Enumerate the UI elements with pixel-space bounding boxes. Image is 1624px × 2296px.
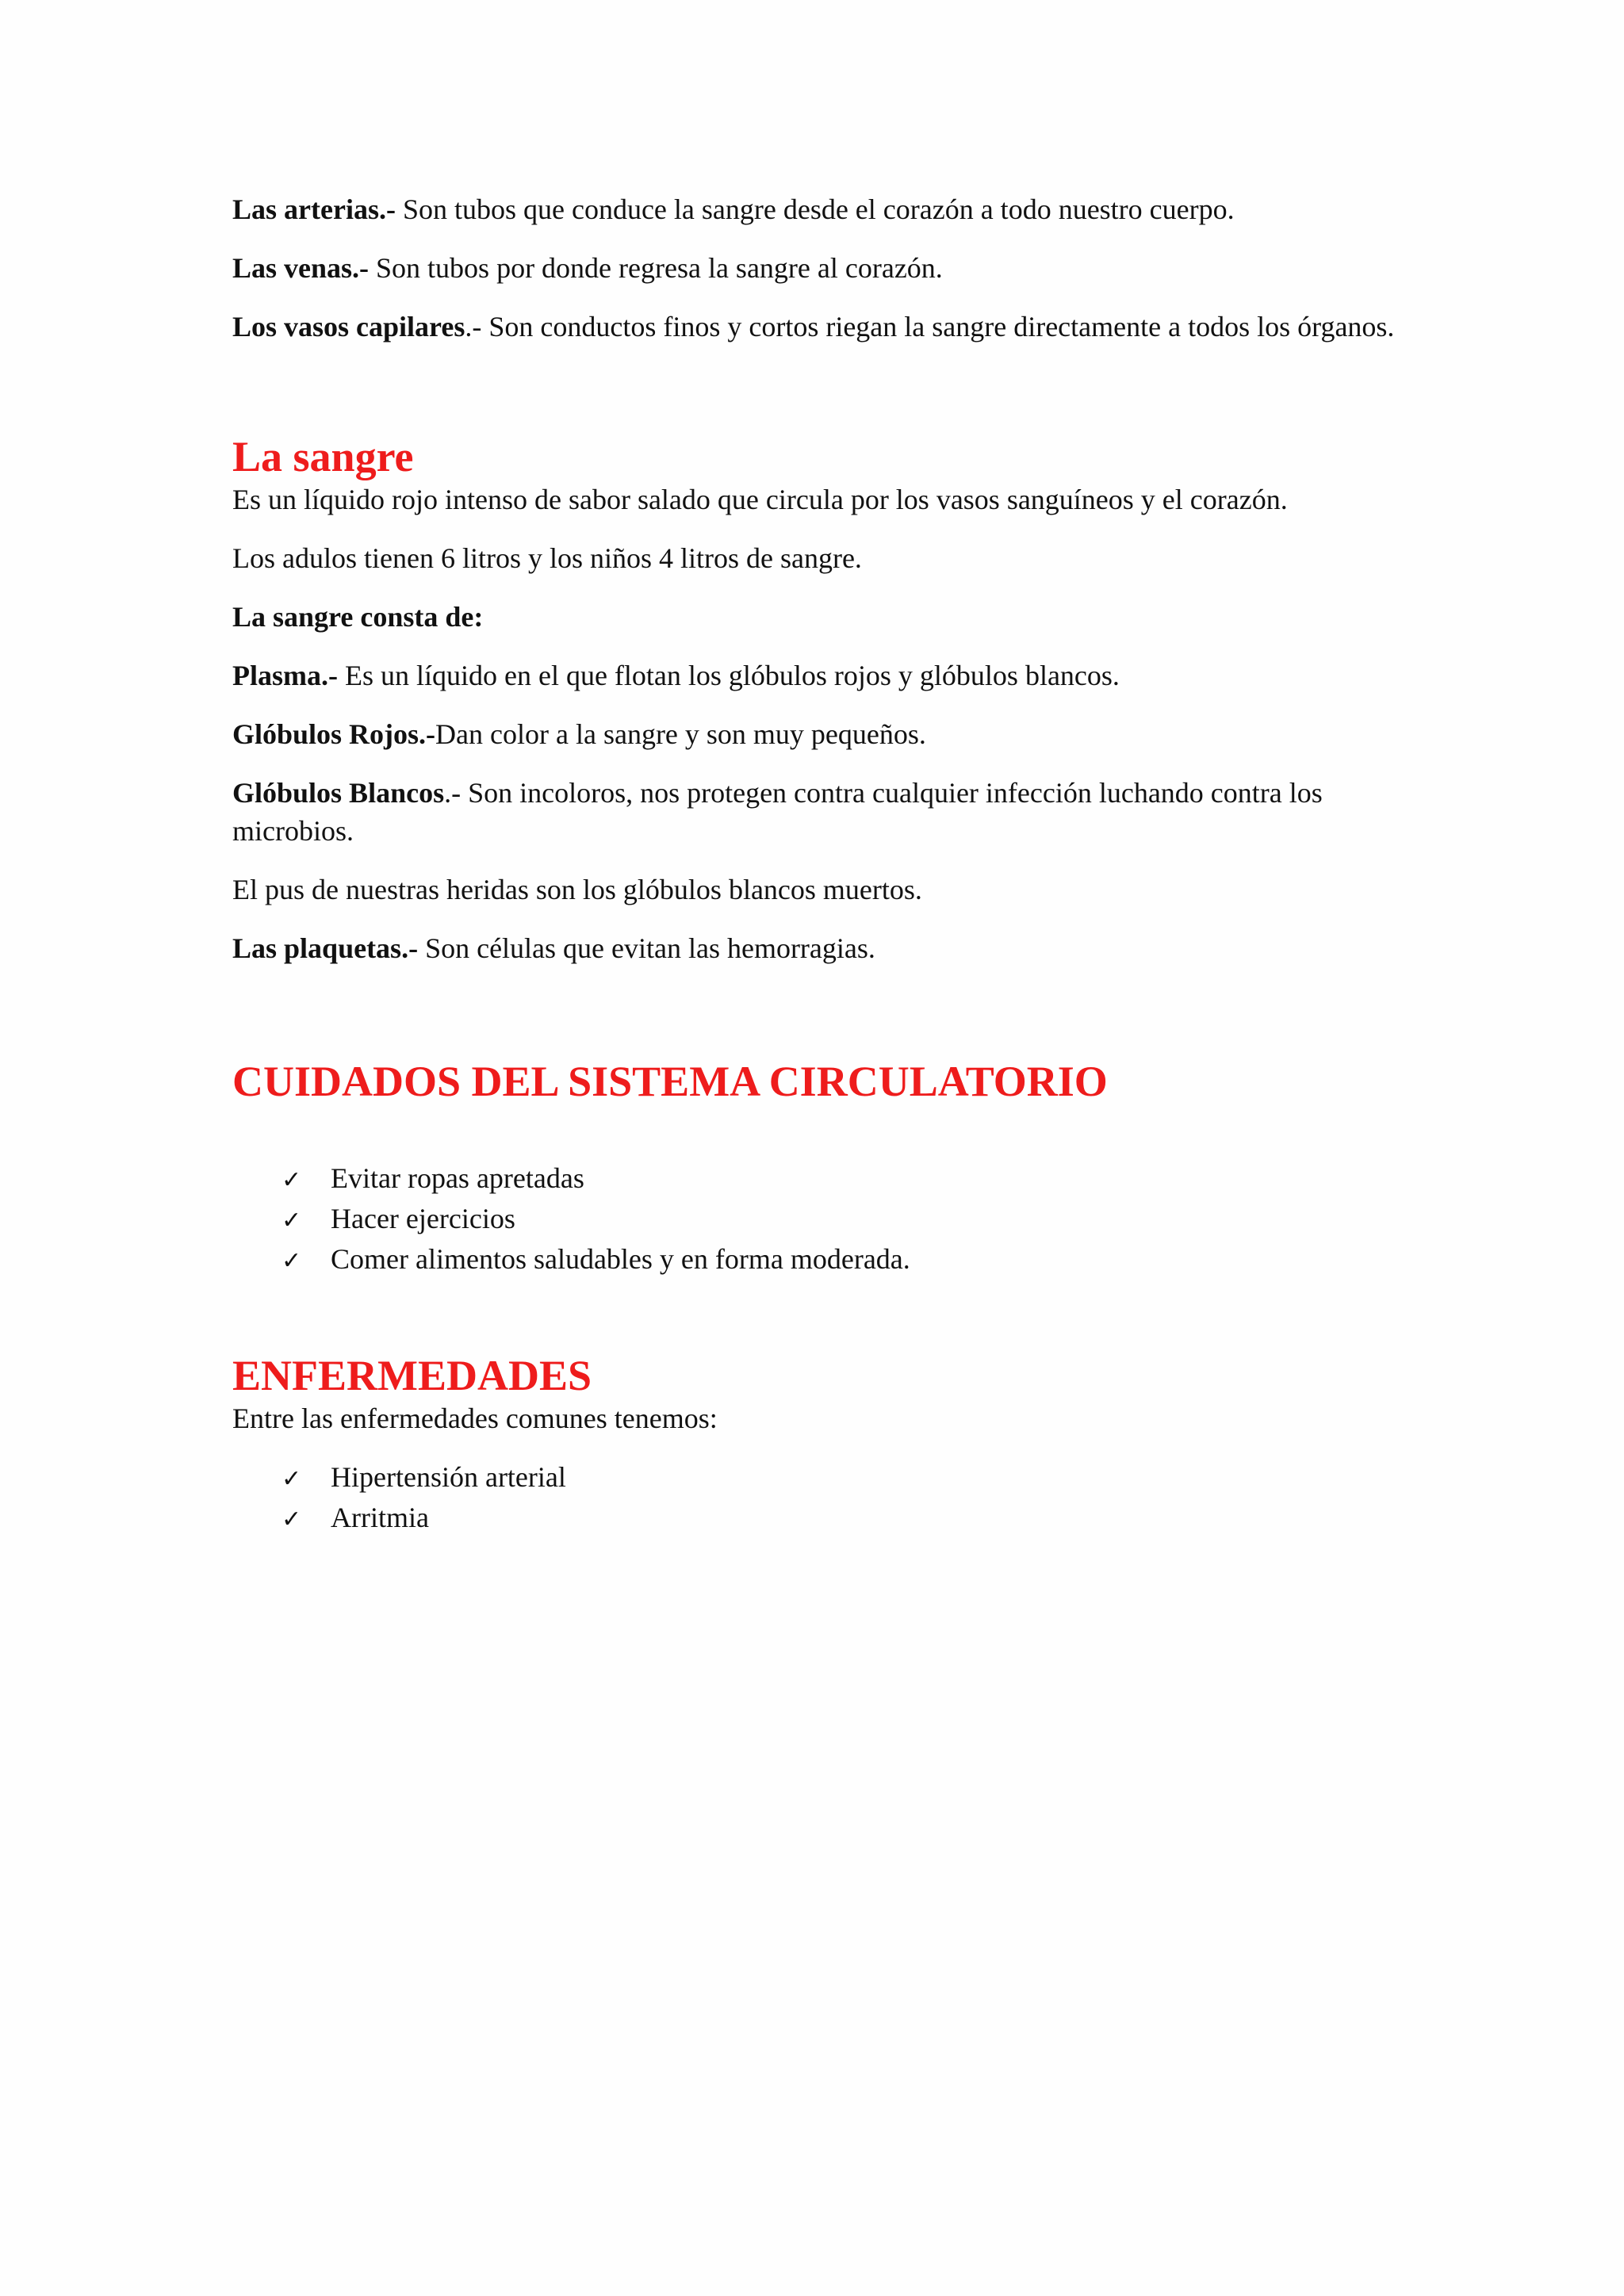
plaquetas-text: Son células que evitan las hemorragias. <box>418 932 875 964</box>
list-item-text: Arritmia <box>331 1502 429 1533</box>
plasma-paragraph <box>232 656 1402 695</box>
arterias-paragraph <box>232 190 1402 228</box>
capilares-paragraph <box>232 308 1402 346</box>
check-icon: ✓ <box>282 1166 302 1194</box>
plaquetas-paragraph <box>232 929 1402 967</box>
check-icon: ✓ <box>282 1465 302 1493</box>
enfermedades-intro: Entre las enfermedades comunes tenemos: <box>232 1402 718 1434</box>
list-item-text: Comer alimentos saludables y en forma moderada. <box>331 1243 910 1275</box>
list-item-text: Hacer ejercicios <box>331 1203 515 1234</box>
sangre-consta: La sangre consta de: <box>232 601 484 633</box>
sangre-heading: La sangre <box>232 433 414 480</box>
pus-paragraph: El pus de nuestras heridas son los glóbulos blancos muertos. <box>232 874 922 905</box>
cuidados-list <box>232 1159 1402 1280</box>
list-item <box>282 1498 1402 1539</box>
venas-text: Son tubos por donde regresa la sangre al corazón. <box>369 252 943 284</box>
enfermedades-heading: ENFERMEDADES <box>232 1352 592 1399</box>
list-item <box>282 1240 1402 1280</box>
enfermedades-list <box>232 1458 1402 1539</box>
blancos-term: Glóbulos Blancos <box>232 777 445 809</box>
venas-paragraph <box>232 249 1402 287</box>
plaquetas-term: Las plaquetas.- <box>232 932 419 964</box>
plasma-text: Es un líquido en el que flotan los glóbulos rojos y glóbulos blancos. <box>337 660 1120 691</box>
capilares-term: Los vasos capilares <box>232 311 465 342</box>
list-item-text: Evitar ropas apretadas <box>331 1162 584 1194</box>
arterias-term: Las arterias.- <box>232 193 396 225</box>
check-icon: ✓ <box>282 1506 302 1533</box>
sangre-amount: Los adulos tienen 6 litros y los niños 4 litros de sangre. <box>232 542 862 574</box>
venas-term: Las venas.- <box>232 252 370 284</box>
rojos-term: Glóbulos Rojos.- <box>232 718 436 750</box>
sangre-intro: Es un líquido rojo intenso de sabor salado que circula por los vasos sanguíneos y el corazón. <box>232 484 1288 515</box>
cuidados-heading: CUIDADOS DEL SISTEMA CIRCULATORIO <box>232 1058 1108 1105</box>
rojos-text: Dan color a la sangre y son muy pequeños. <box>435 718 926 750</box>
list-item <box>282 1200 1402 1240</box>
list-item <box>282 1159 1402 1200</box>
blancos-text: .- Son incoloros, nos protegen contra cualquier infección luchando contra los microbios. <box>232 777 1323 847</box>
page-content <box>232 190 1402 1539</box>
rojos-paragraph <box>232 715 1402 753</box>
blancos-paragraph <box>232 774 1402 850</box>
plasma-term: Plasma.- <box>232 660 338 691</box>
capilares-text: .- Son conductos finos y cortos riegan la sangre directamente a todos los órganos. <box>465 311 1395 342</box>
arterias-text: Son tubos que conduce la sangre desde el corazón a todo nuestro cuerpo. <box>395 193 1235 225</box>
check-icon: ✓ <box>282 1207 302 1234</box>
list-item <box>282 1458 1402 1498</box>
check-icon: ✓ <box>282 1247 302 1275</box>
list-item-text: Hipertensión arterial <box>331 1461 566 1493</box>
